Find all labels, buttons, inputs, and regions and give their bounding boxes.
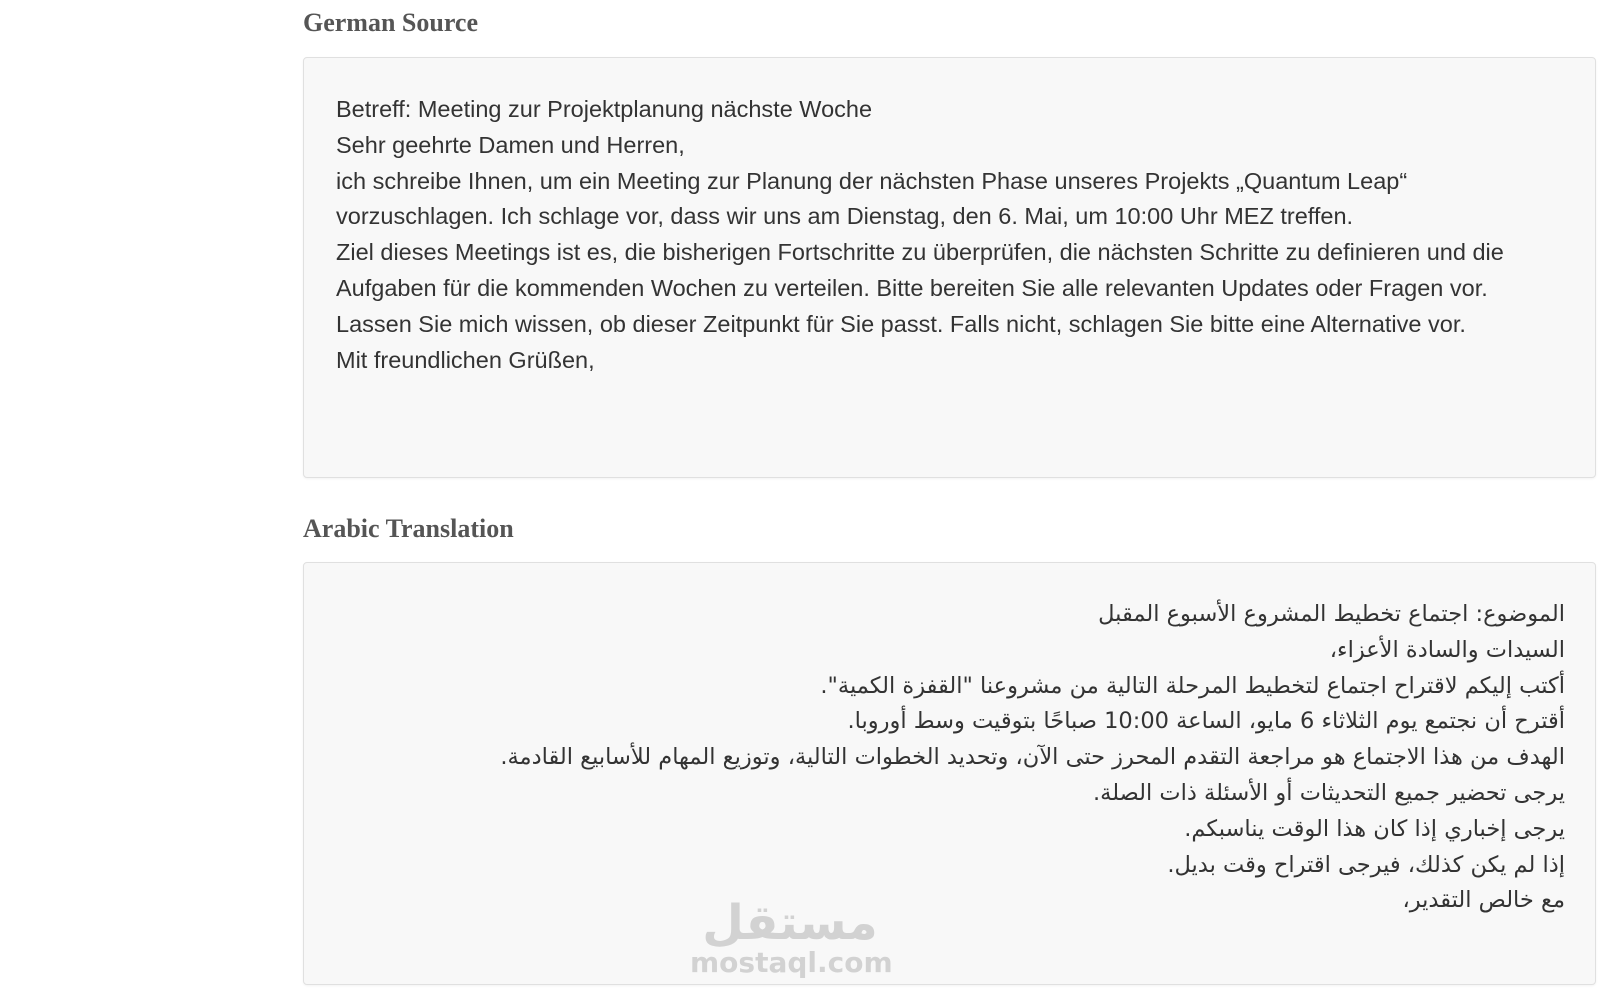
german-source-heading: German Source	[303, 8, 478, 37]
german-line-subject: Betreff: Meeting zur Projektplanung nächste Woche	[336, 96, 873, 122]
german-source-box	[303, 57, 1596, 478]
german-line-request: Lassen Sie mich wissen, ob dieser Zeitpunkt für Sie passt. Falls nicht, schlagen Sie bitte eine Alternative vor.	[336, 310, 1466, 337]
arabic-line-confirm: يرجى إخباري إذا كان هذا الوقت يناسبكم.	[1184, 815, 1565, 842]
watermark-latin-text: mostaql.com	[690, 946, 893, 979]
german-line-greeting: Sehr geehrte Damen und Herren,	[336, 131, 685, 158]
german-line-closing: Mit freundlichen Grüßen,	[336, 346, 595, 373]
german-line-proposal: ich schreibe Ihnen, um ein Meeting zur Planung der nächsten Phase unseres Projekts „Quantum Leap“ vorzuschlagen. Ich schlage vor, dass wir uns am Dienstag, den 6. Mai, um 10:00 Uhr MEZ treffen.	[336, 167, 1408, 230]
arabic-line-prepare: يرجى تحضير جميع التحديثات أو الأسئلة ذات الصلة.	[1093, 779, 1565, 806]
arabic-line-alternative: إذا لم يكن كذلك، فيرجى اقتراح وقت بديل.	[1167, 851, 1565, 878]
arabic-line-closing: مع خالص التقدير،	[1402, 887, 1565, 914]
arabic-line-greeting: السيدات والسادة الأعزاء،	[1329, 636, 1565, 663]
arabic-line-proposal: أكتب إليكم لاقتراح اجتماع لتخطيط المرحلة التالية من مشروعنا "القفزة الكمية".	[820, 672, 1565, 699]
arabic-translation-box	[303, 562, 1596, 985]
watermark-arabic-text: مستقل	[702, 895, 878, 951]
arabic-line-subject: الموضوع: اجتماع تخطيط المشروع الأسبوع المقبل	[1098, 601, 1565, 627]
german-line-goal: Ziel dieses Meetings ist es, die bisherigen Fortschritte zu überprüfen, die nächsten Schritte zu definieren und die Aufgaben für die kommenden Wochen zu verteilen. Bitte bereiten Sie alle relevanten Updates oder Fragen vor.	[336, 239, 1504, 301]
arabic-translation-heading: Arabic Translation	[303, 514, 514, 543]
arabic-line-goal: الهدف من هذا الاجتماع هو مراجعة التقدم المحرز حتى الآن، وتحديد الخطوات التالية، وتوزيع المهام للأسابيع القادمة.	[500, 744, 1565, 771]
arabic-line-date: أقترح أن نجتمع يوم الثلاثاء 6 مايو، الساعة 10:00 صباحًا بتوقيت وسط أوروبا.	[847, 708, 1565, 735]
